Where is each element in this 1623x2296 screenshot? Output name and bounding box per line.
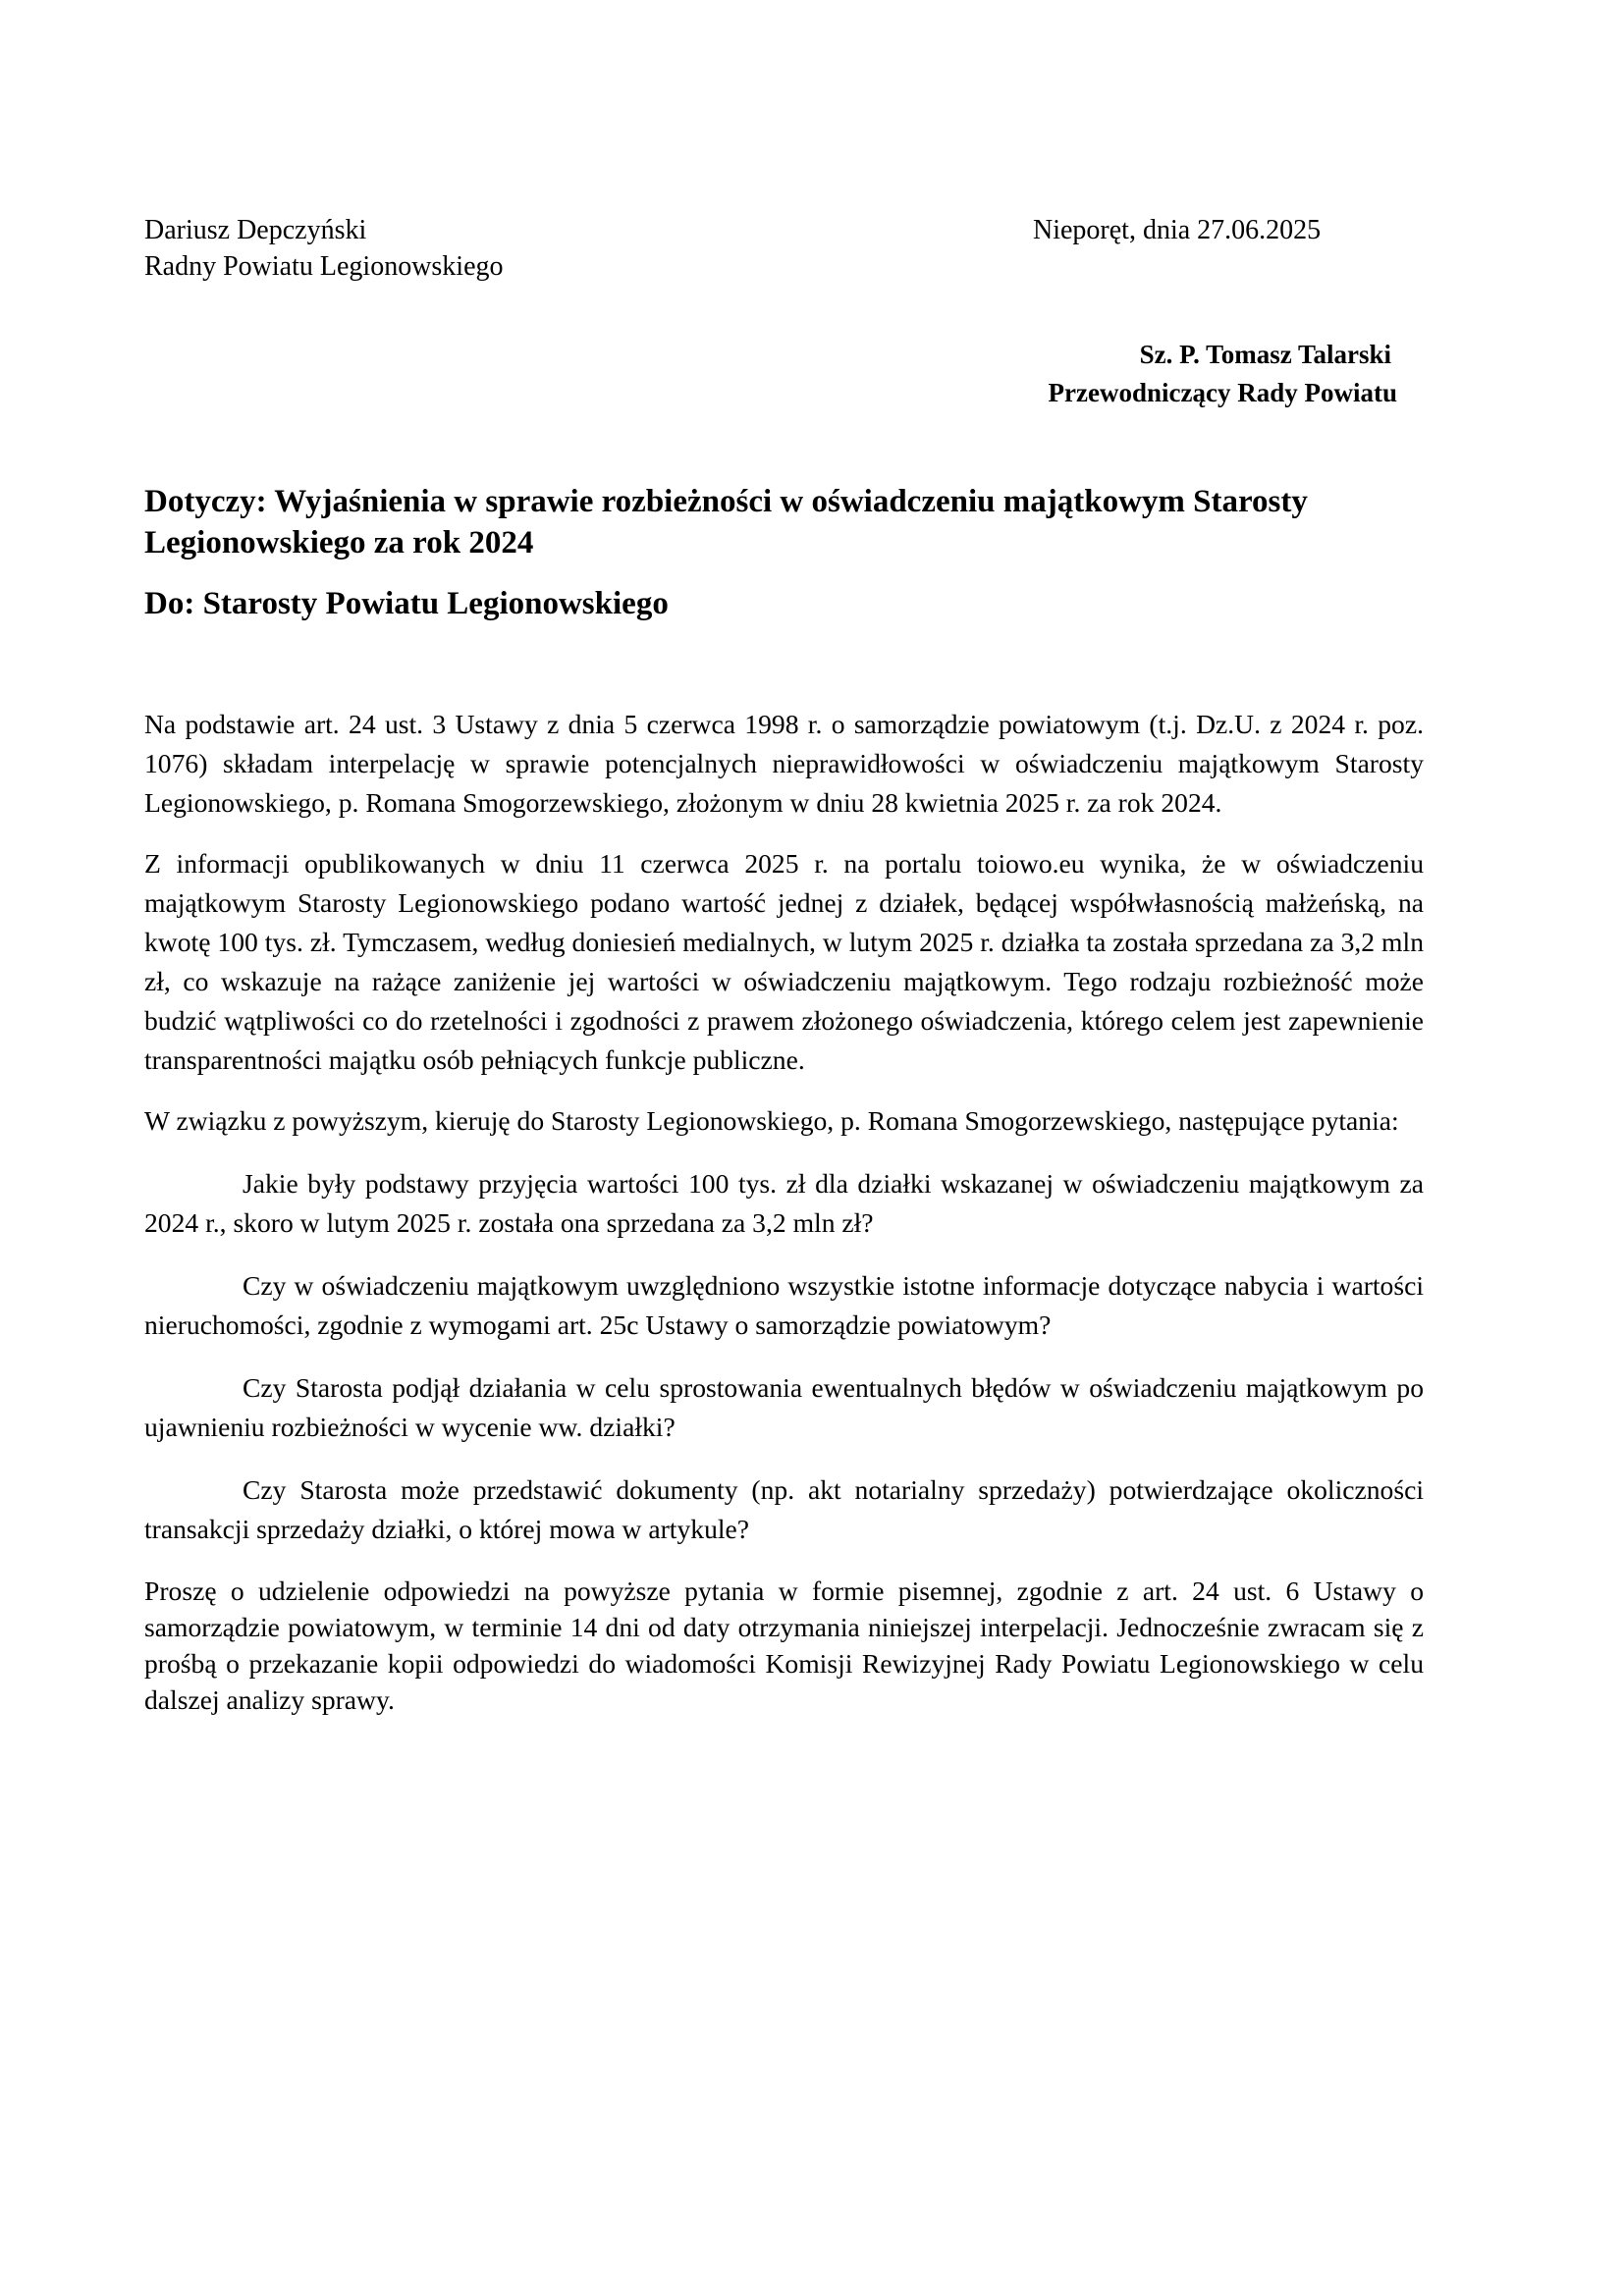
- paragraph-context: Z informacji opublikowanych w dniu 11 czerwca 2025 r. na portalu toiowo.eu wynika, że w oświadczeniu majątkowym Starosty Legionowskiego podano wartość jednej z działek, będącej współwłasnością małżeńską, na kwotę 100 tys. zł. Tymczasem, według doniesień medialnych, w lutym 2025 r. działka ta została sprzedana za 3,2 mln zł, co wskazuje na rażące zaniżenie jej wartości w oświadczeniu majątkowym. Tego rodzaju rozbieżność może budzić wątpliwości co do rzetelności i zgodności z prawem złożonego oświadczenia, którego celem jest zapewnienie transparentności majątku osób pełniących funkcje publiczne.: [144, 848, 1424, 1075]
- letter-body: [144, 705, 1424, 1718]
- question-item: Czy Starosta może przedstawić dokumenty (np. akt notarialny sprzedaży) potwierdzające okoliczności transakcji sprzedaży działki, o której mowa w artykule?: [144, 1474, 1424, 1544]
- question-item: Czy w oświadczeniu majątkowym uwzględniono wszystkie istotne informacje dotyczące nabycia i wartości nieruchomości, zgodnie z wymogami art. 25c Ustawy o samorządzie powiatowym?: [144, 1270, 1424, 1340]
- paragraph-legal-basis: Na podstawie art. 24 ust. 3 Ustawy z dnia 5 czerwca 1998 r. o samorządzie powiatowym (t.j. Dz.U. z 2024 r. poz. 1076) składam interpelację w sprawie potencjalnych nieprawidłowości w oświadczeniu majątkowym Starosty Legionowskiego, p. Romana Smogorzewskiego, złożonym w dniu 28 kwietnia 2025 r. za rok 2024.: [144, 709, 1424, 818]
- subject-heading: Dotyczy: Wyjaśnienia w sprawie rozbieżności w oświadczeniu majątkowym Starosty Legionowskiego za rok 2024: [144, 484, 1308, 561]
- addressee-heading: Do: Starosty Powiatu Legionowskiego: [144, 586, 669, 621]
- question-item: Czy Starosta podjął działania w celu sprostowania ewentualnych błędów w oświadczeniu majątkowym po ujawnieniu rozbieżności w wycenie ww. działki?: [144, 1372, 1424, 1442]
- sender-name: Dariusz Depczyński: [144, 215, 367, 245]
- paragraph-questions-intro: W związku z powyższym, kieruję do Starosty Legionowskiego, p. Romana Smogorzewskiego, następujące pytania:: [144, 1105, 1399, 1136]
- sender-block: [144, 212, 504, 285]
- recipient-name: Sz. P. Tomasz Talarski: [1139, 340, 1391, 369]
- question-item: Jakie były podstawy przyjęcia wartości 100 tys. zł dla działki wskazanej w oświadczeniu majątkowym za 2024 r., skoro w lutym 2025 r. została ona sprzedana za 3,2 mln zł?: [144, 1168, 1424, 1238]
- paragraph-closing: Proszę o udzielenie odpowiedzi na powyższe pytania w formie pisemnej, zgodnie z art. 24 ust. 6 Ustawy o samorządzie powiatowym, w terminie 14 dni od daty otrzymania niniejszej interpelacji. Jednocześnie zwracam się z prośbą o przekazanie kopii odpowiedzi do wiadomości Komisji Rewizyjnej Rady Powiatu Legionowskiego w celu dalszej analizy sprawy.: [144, 1575, 1424, 1715]
- recipient-title: Przewodniczący Rady Powiatu: [1048, 378, 1397, 407]
- place-date: Nieporęt, dnia 27.06.2025: [1033, 215, 1322, 245]
- recipient-block: [808, 336, 1397, 412]
- sender-role: Radny Powiatu Legionowskiego: [144, 251, 504, 282]
